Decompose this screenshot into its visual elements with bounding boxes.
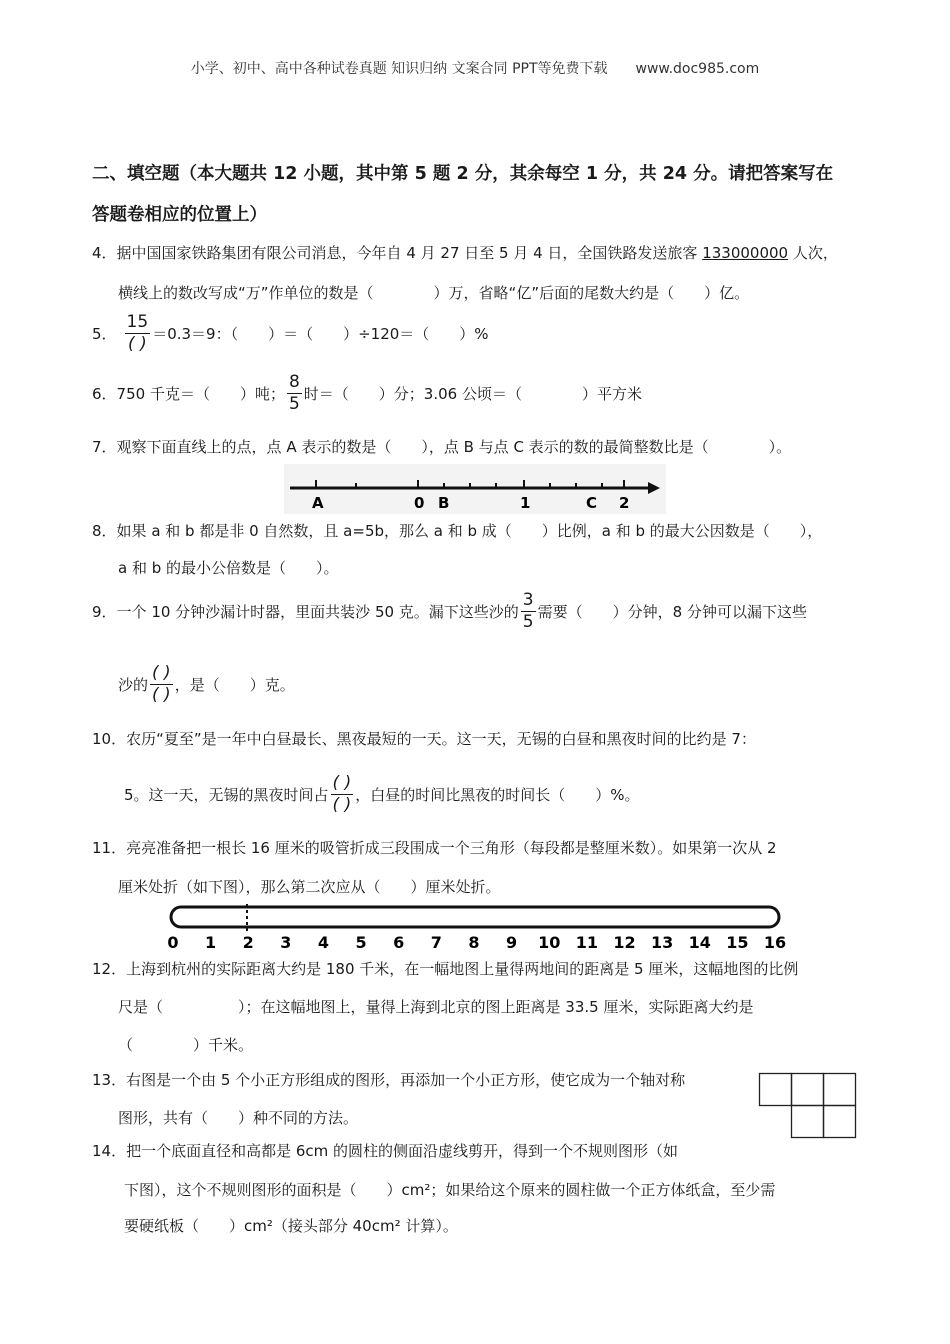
- q6-part-a: 750 千克＝（ ）吨；: [116, 385, 285, 403]
- q13-square: [824, 1074, 856, 1106]
- q7-number: 7．: [92, 438, 117, 456]
- q6-line: [92, 374, 642, 413]
- q7-label-a: A: [312, 494, 324, 512]
- page-header: [0, 58, 950, 78]
- header-left-text: 小学、初中、高中各种试卷真题 知识归纳 文案合同 PPT等免费下载: [190, 61, 608, 77]
- q4-number: 4．: [92, 244, 117, 262]
- q9-fraction2: [150, 665, 173, 704]
- q9-fraction: [521, 592, 536, 631]
- q13-line2: 图形，共有（ ）种不同的方法。: [118, 1109, 359, 1127]
- q11-tick-label: 0: [167, 933, 179, 952]
- q11-straw: [171, 907, 779, 927]
- q9-fraction2-denominator: ( ): [152, 685, 171, 705]
- q8-text: 如果 a 和 b 都是非 0 自然数，且 a=5b，那么 a 和 b 成（ ）比例，a 和 b 的最大公因数是（ ），: [116, 522, 823, 540]
- q6-part-b: 时＝（ ）分；3.06 公顷＝（ ）平方米: [303, 385, 642, 403]
- q9-text-b: 需要（ ）分钟，8 分钟可以漏下这些: [537, 603, 807, 621]
- q7-label-1: 1: [520, 494, 531, 512]
- q7-number-line: [284, 464, 666, 514]
- q6-fraction: [287, 374, 302, 413]
- q5-fraction: [125, 314, 151, 353]
- q13-line1: [92, 1069, 685, 1090]
- q11-line1: [92, 837, 777, 858]
- q9-text-d: ，是（ ）克。: [174, 676, 295, 694]
- q10-text-b: ，白昼的时间比黑夜的时间长（ ）%。: [355, 786, 640, 804]
- q11-tick-label: 9: [506, 933, 518, 952]
- q11-tick-label: 14: [688, 933, 711, 952]
- q11-tick-label: 3: [280, 933, 292, 952]
- q9-line1: [92, 592, 807, 631]
- q10-text-a: 5。这一天，无锡的黑夜时间占: [124, 786, 329, 804]
- q13-text: 右图是一个由 5 个小正方形组成的图形，再添加一个小正方形，使它成为一个轴对称: [126, 1071, 686, 1089]
- q13-square-figure: [758, 1072, 858, 1140]
- q10-fraction: [331, 775, 354, 814]
- q11-tick-label: 11: [575, 933, 599, 952]
- q7-label-0: 0: [414, 494, 425, 512]
- q8-line2: a 和 b 的最小公倍数是（ ）。: [118, 559, 339, 577]
- q12-line1: [92, 958, 798, 979]
- q5-rest: ＝0.3＝9：（ ）＝（ ）÷120＝（ ）%: [152, 325, 489, 343]
- q11-tick-label: 10: [538, 933, 561, 952]
- q9-fraction-denominator: 5: [522, 612, 534, 632]
- q6-fraction-denominator: 5: [288, 394, 300, 414]
- q10-text: 农历“夏至”是一年中白昼最长、黑夜最短的一天。这一天，无锡的白昼和黑夜时间的比约是 7：: [126, 730, 756, 748]
- q11-tick-label: 13: [650, 933, 674, 952]
- q11-tick-label: 1: [205, 933, 217, 952]
- q5-fraction-denominator: ( ): [128, 334, 147, 354]
- q13-number: 13．: [92, 1071, 127, 1089]
- q11-number: 11．: [92, 839, 127, 857]
- q7-text: 观察下面直线上的点，点 A 表示的数是（ ），点 B 与点 C 表示的数的最简整数比是（ ）。: [116, 438, 792, 456]
- q8-number: 8．: [92, 522, 117, 540]
- q9-text-a: 一个 10 分钟沙漏计时器，里面共装沙 50 克。漏下这些沙的: [116, 603, 519, 621]
- q9-fraction2-numerator: ( ): [152, 663, 171, 683]
- header-url[interactable]: www.doc985.com: [635, 61, 760, 77]
- q10-number: 10．: [92, 730, 127, 748]
- q13-square: [792, 1106, 824, 1138]
- q4-text-end: 人次，: [788, 244, 838, 262]
- q11-tick-label: 5: [355, 933, 367, 952]
- q10-fraction-numerator: ( ): [332, 773, 352, 793]
- q7-label-b: B: [438, 494, 450, 512]
- q10-line2: [124, 775, 639, 814]
- q11-line2: 厘米处折（如下图），那么第二次应从（ ）厘米处折。: [118, 878, 501, 896]
- q12-line3: （ ）千米。: [118, 1036, 254, 1054]
- q4-line1: [92, 242, 838, 263]
- q7-label-c: C: [586, 494, 598, 512]
- q10-fraction-denominator: ( ): [332, 795, 352, 815]
- q9-number: 9．: [92, 603, 117, 621]
- q5-fraction-numerator: 15: [126, 312, 149, 332]
- q7-line: [92, 436, 791, 457]
- q4-line2: 横线上的数改写成“万”作单位的数是（ ）万，省略“亿”后面的尾数大约是（ ）亿。: [118, 284, 750, 302]
- q6-number: 6．: [92, 385, 117, 403]
- q14-line2: 下图），这个不规则图形的面积是（ ）cm²；如果给这个原来的圆柱做一个正方体纸盒，至少需: [124, 1181, 776, 1199]
- q5-number: 5．: [92, 325, 117, 343]
- q13-square: [760, 1074, 792, 1106]
- q9-line2: [118, 665, 295, 704]
- section-title-line1: 二、填空题（本大题共 12 小题，其中第 5 题 2 分，其余每空 1 分，共 24 分。请把答案写在: [92, 164, 834, 184]
- section-title-line2: 答题卷相应的位置上）: [92, 205, 267, 225]
- q14-line3: 要硬纸板（ ）cm²（接头部分 40cm² 计算）。: [124, 1217, 458, 1235]
- q11-tick-label: 16: [763, 933, 787, 952]
- q10-line1: [92, 728, 756, 749]
- q11-tick-label: 8: [468, 933, 480, 952]
- q11-tick-labels: [167, 933, 786, 952]
- q14-line1: [92, 1140, 678, 1161]
- q6-fraction-numerator: 8: [288, 372, 300, 392]
- q7-label-2: 2: [619, 494, 630, 512]
- q11-tick-label: 6: [393, 933, 405, 952]
- q11-text: 亮亮准备把一根长 16 厘米的吸管折成三段围成一个三角形（每段都是整厘米数）。如果第一次从 2: [126, 839, 777, 857]
- q12-number: 12．: [92, 960, 127, 978]
- q12-text: 上海到杭州的实际距离大约是 180 千米，在一幅地图上量得两地间的距离是 5 厘米，这幅地图的比例: [126, 960, 799, 978]
- q13-square: [792, 1074, 824, 1106]
- q11-tick-label: 7: [430, 933, 442, 952]
- q11-tick-label: 4: [317, 933, 330, 952]
- q9-fraction-numerator: 3: [522, 590, 534, 610]
- q11-tick-label: 12: [613, 933, 636, 952]
- q9-text-c: 沙的: [118, 676, 149, 694]
- q14-number: 14．: [92, 1142, 127, 1160]
- q4-underlined-number: 133000000: [702, 244, 789, 262]
- q12-line2: 尺是（ ）；在这幅地图上，量得上海到北京的图上距离是 33.5 厘米，实际距离大约是: [118, 998, 754, 1016]
- q11-tick-label: 2: [242, 933, 254, 952]
- q4-text: 据中国国家铁路集团有限公司消息，今年自 4 月 27 日至 5 月 4 日，全国铁路发送旅客: [116, 244, 703, 262]
- q11-straw-figure: [163, 902, 793, 952]
- q14-text: 把一个底面直径和高都是 6cm 的圆柱的侧面沿虚线剪开，得到一个不规则图形（如: [126, 1142, 679, 1160]
- q13-square: [824, 1106, 856, 1138]
- q11-tick-label: 15: [726, 933, 749, 952]
- q5-line: [92, 314, 489, 353]
- q8-line1: [92, 520, 822, 541]
